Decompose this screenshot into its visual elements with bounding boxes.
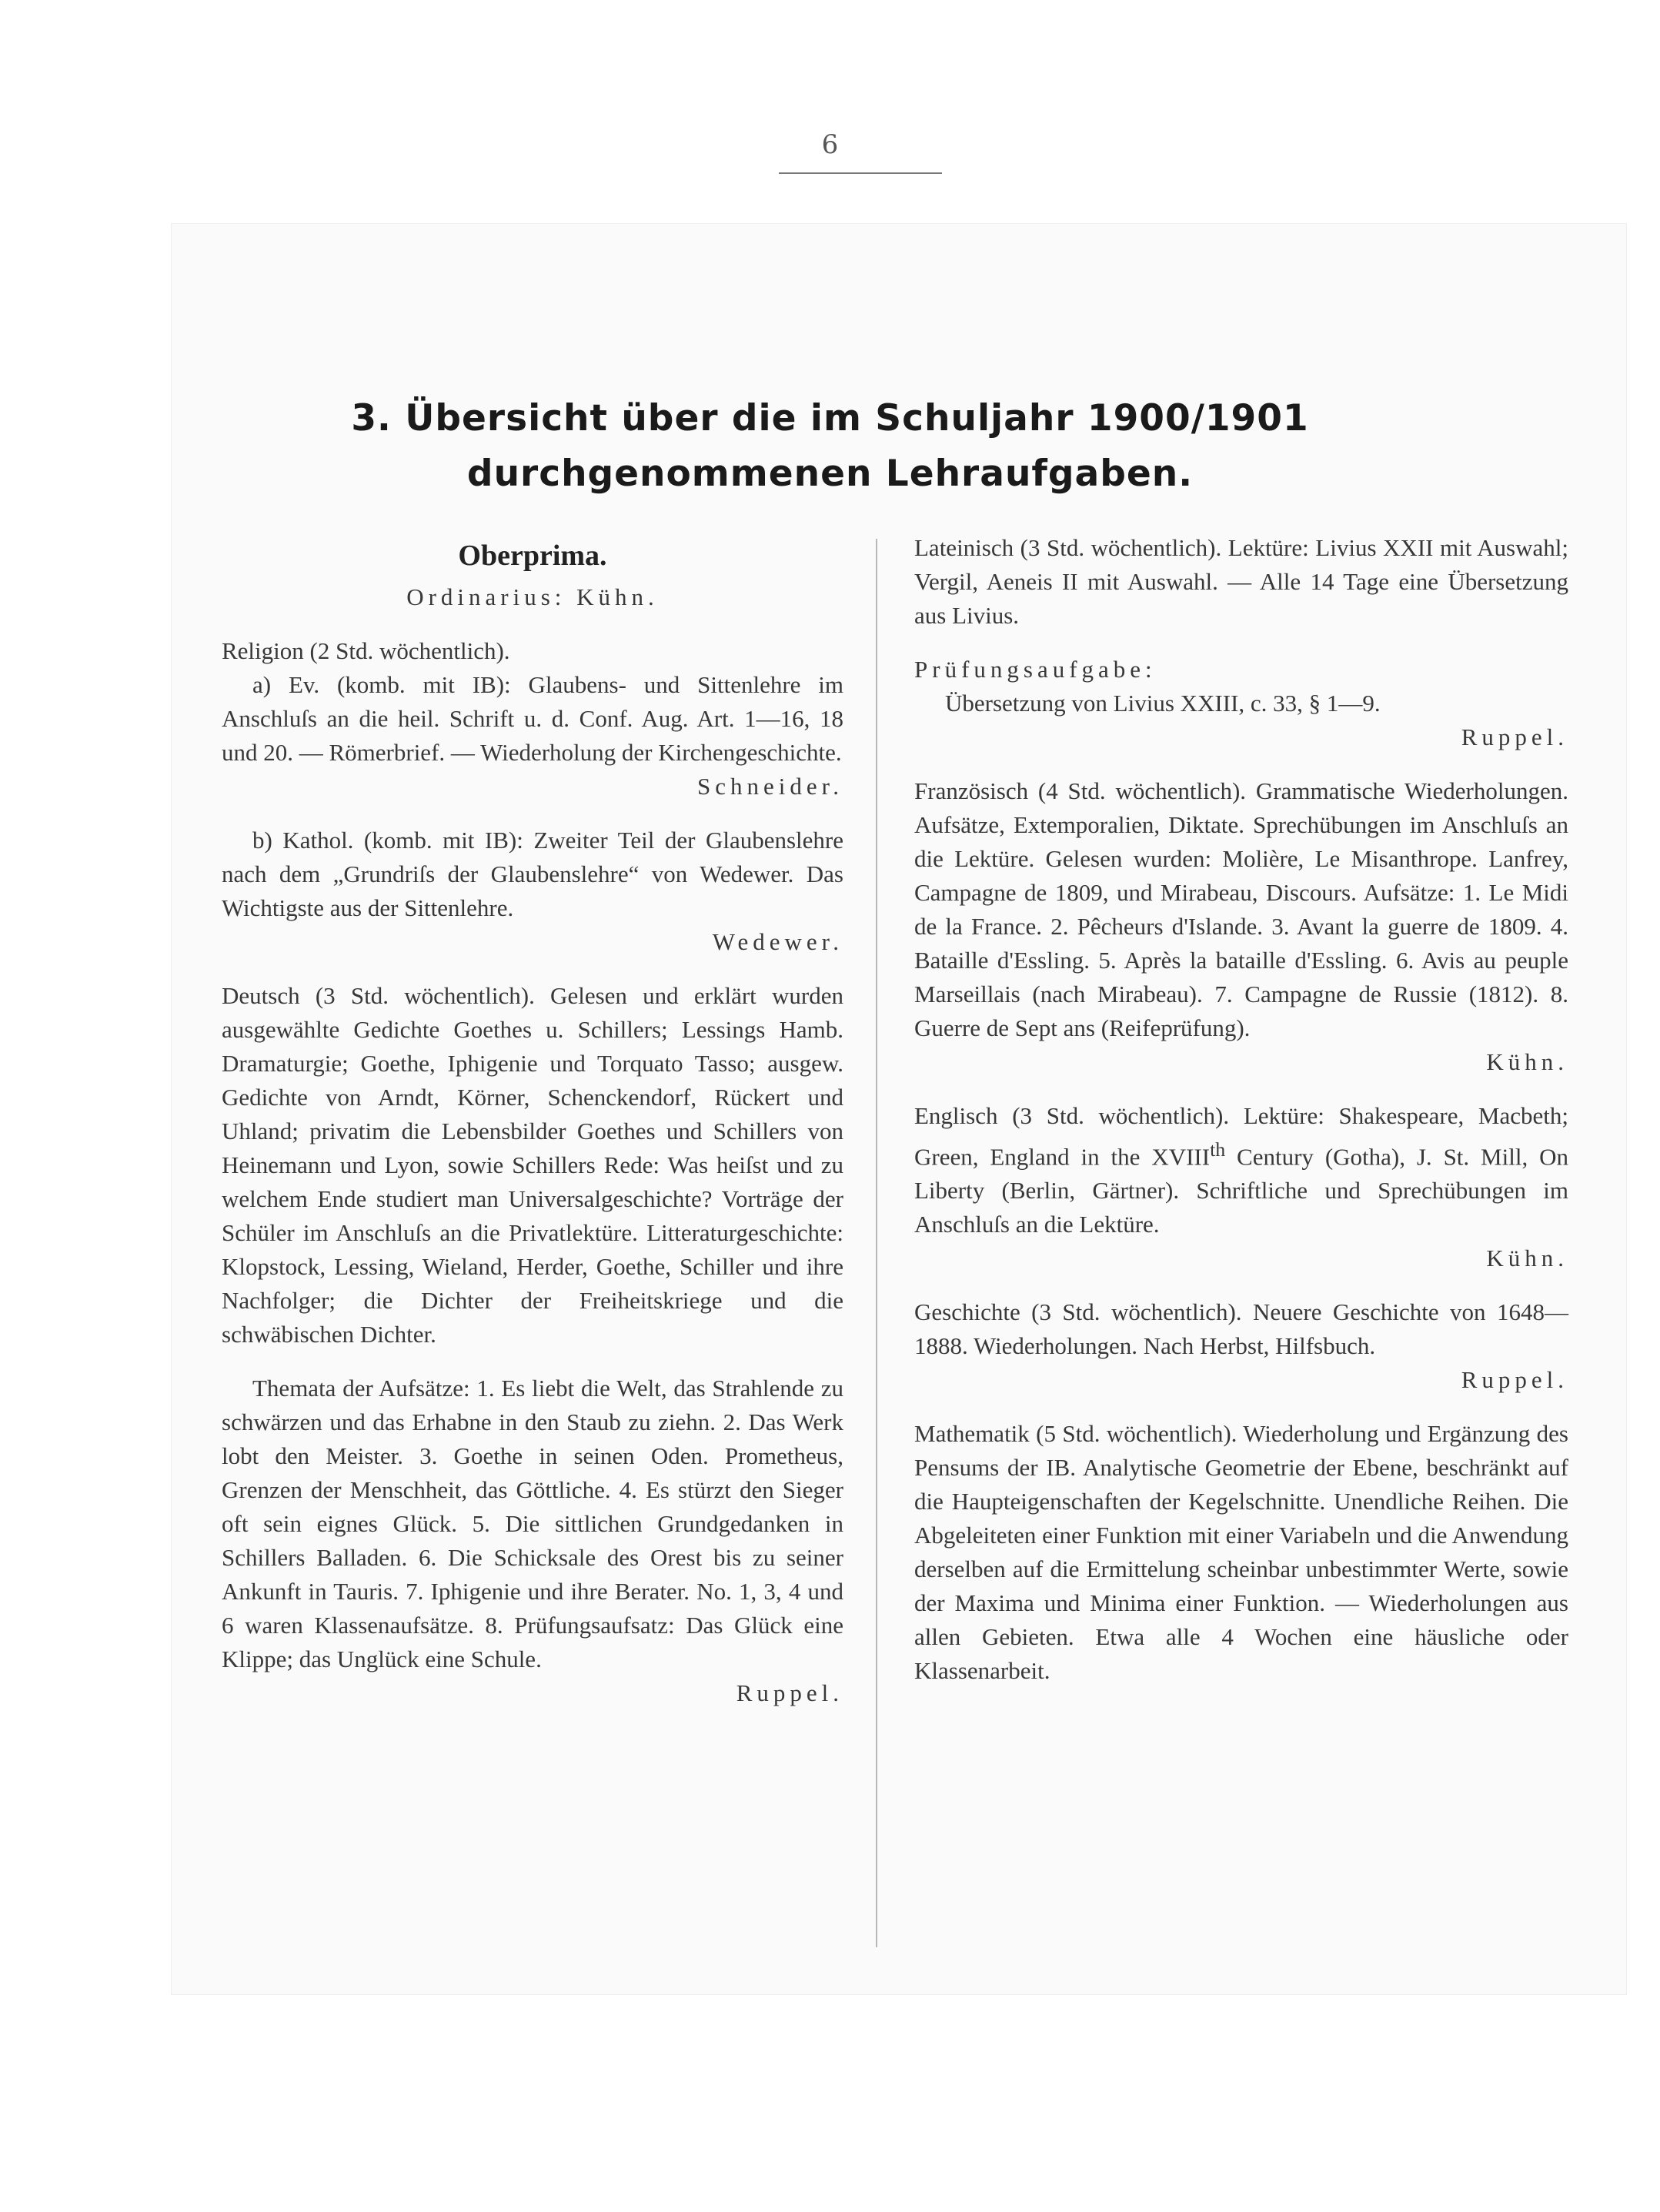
- religion-ev-teacher: Schneider.: [697, 773, 843, 800]
- pruefungsaufgabe-text: Übersetzung von Livius XXIII, c. 33, § 1—9.: [945, 690, 1381, 717]
- column-divider: [876, 539, 877, 1947]
- geschichte-text: Geschichte (3 Std. wöchentlich). Neuere Geschichte von 1648—1888. Wiederholungen. Nach Herbst, Hilfsbuch.: [914, 1298, 1568, 1360]
- religion-kath-text: b) Kathol. (komb. mit IB): Zweiter Teil der Glaubenslehre nach dem „Grundriſs der Glaubenslehre“ von Wedewer. Das Wichtigste aus der Sittenlehre.: [222, 827, 843, 921]
- class-title: Oberprima.: [458, 540, 607, 572]
- religion-header: Religion (2 Std. wöchentlich).: [222, 637, 510, 664]
- religion-ev-text: a) Ev. (komb. mit IB): Glaubens- und Sittenlehre im Anschluſs an die heil. Schrift u. d. Conf. Aug. Art. 1—16, 18 und 20. — Römerbrief. — Wiederholung der Kirchengeschichte.: [222, 671, 843, 766]
- geschichte-teacher: Ruppel.: [1461, 1366, 1568, 1394]
- pruefungsaufgabe-label: Prüfungsaufgabe:: [914, 656, 1157, 683]
- englisch-text-start: Englisch (3 Std. wöchentlich). Lektüre: Shakespeare, Macbeth; Green, England in the XVIII: [914, 1102, 1568, 1171]
- page-number-rule: [779, 172, 942, 174]
- englisch-teacher: Kühn.: [1486, 1245, 1568, 1272]
- latein-text: Lateinisch (3 Std. wöchentlich). Lektüre: Livius XXII mit Auswahl; Vergil, Aeneis II mit Auswahl. — Alle 14 Tage eine Übersetzung aus Livius.: [914, 534, 1568, 629]
- section-heading-line-2: durchgenommenen Lehraufgaben.: [466, 453, 1194, 495]
- themata-text: Themata der Aufsätze: 1. Es liebt die Welt, das Strahlende zu schwärzen und das Erhabne in den Staub zu ziehn. 2. Das Werk lobt den Meister. 3. Goethe in seinen Oden. Prometheus, Grenzen der Menschheit, das Göttliche. 4. Es stürzt den Sieger oft sein eignes Glück. 5. Die sittlichen Grundgedanken in Schillers Balladen. 6. Die Schicksale des Orest bis zu seiner Ankunft in Tauris. 7. Iphigenie und ihre Berater. No. 1, 3, 4 und 6 waren Klassenaufsätze. 8. Prüfungsaufsatz: Das Glück eine Klippe; das Unglück eine Schule.: [222, 1375, 843, 1672]
- englisch-superscript: th: [1210, 1138, 1226, 1161]
- englisch-text: [914, 1099, 1568, 1241]
- ordinarius-line: Ordinarius: Kühn.: [406, 583, 659, 610]
- religion-kath-teacher: Wedewer.: [712, 928, 843, 955]
- deutsch-teacher: Ruppel.: [736, 1679, 843, 1706]
- left-column: [222, 539, 843, 1730]
- section-heading-line-1: 3. Übersicht über die im Schuljahr 1900/1901: [351, 397, 1309, 439]
- franzoesisch-teacher: Kühn.: [1486, 1048, 1568, 1075]
- franzoesisch-text: Französisch (4 Std. wöchentlich). Grammatische Wiederholungen. Aufsätze, Extemporalien, Diktate. Sprechübungen im Anschluſs an die Lektüre. Gelesen wurden: Molière, Le Misanthrope. Lanfrey, Campagne de 1809, und Mirabeau, Discours. Aufsätze: 1. Le Midi de la France. 2. Pêcheurs d'Islande. 3. Avant la guerre de 1809. 4. Bataille d'Essling. 5. Après la bataille d'Essling. 6. Avis au peuple Marseillais (nach Mirabeau). 7. Campagne de Russie (1812). 8. Guerre de Sept ans (Reifeprüfung).: [914, 777, 1568, 1041]
- latein-teacher: Ruppel.: [1461, 723, 1568, 750]
- englisch-text-end: Century (Gotha), J. St. Mill, On Liberty (Berlin, Gärtner). Schriftliche und Sprechübungen im Anschluſs an die Lektüre.: [914, 1143, 1568, 1238]
- mathematik-text: Mathematik (5 Std. wöchentlich). Wiederholung und Ergänzung des Pensums der IB. Analytische Geometrie der Ebene, beschränkt auf die Haupteigenschaften der Kegelschnitte. Unendliche Reihen. Die Abgeleiteten einer Funktion mit einer Variabeln und die Anwendung derselben auf die Ermittelung scheinbar unbestimmter Werte, sowie der Maxima und Minima einer Funktion. — Wiederholungen aus allen Gebieten. Etwa alle 4 Wochen eine häusliche oder Klassenarbeit.: [914, 1420, 1569, 1685]
- page-number: 6: [821, 129, 839, 160]
- deutsch-text: Deutsch (3 Std. wöchentlich). Gelesen und erklärt wurden ausgewählte Gedichte Goethes u. Schillers; Lessings Hamb. Dramaturgie; Goethe, Iphigenie und Torquato Tasso; ausgew. Gedichte von Arndt, Körner, Schenckendorf, Rückert und Uhland; privatim die Lebensbilder Goethes und Schillers von Heinemann und Lyon, sowie Schillers Rede: Was heiſst und zu welchem Ende studiert man Universalgeschichte? Vorträge der Schüler im Anschluſs an die Privatlektüre. Litteraturgeschichte: Klopstock, Lessing, Wieland, Herder, Goethe, Schiller und ihre Nachfolger; die Dichter der Freiheitskriege und die schwäbischen Dichter.: [222, 982, 843, 1348]
- right-column: [914, 531, 1568, 1688]
